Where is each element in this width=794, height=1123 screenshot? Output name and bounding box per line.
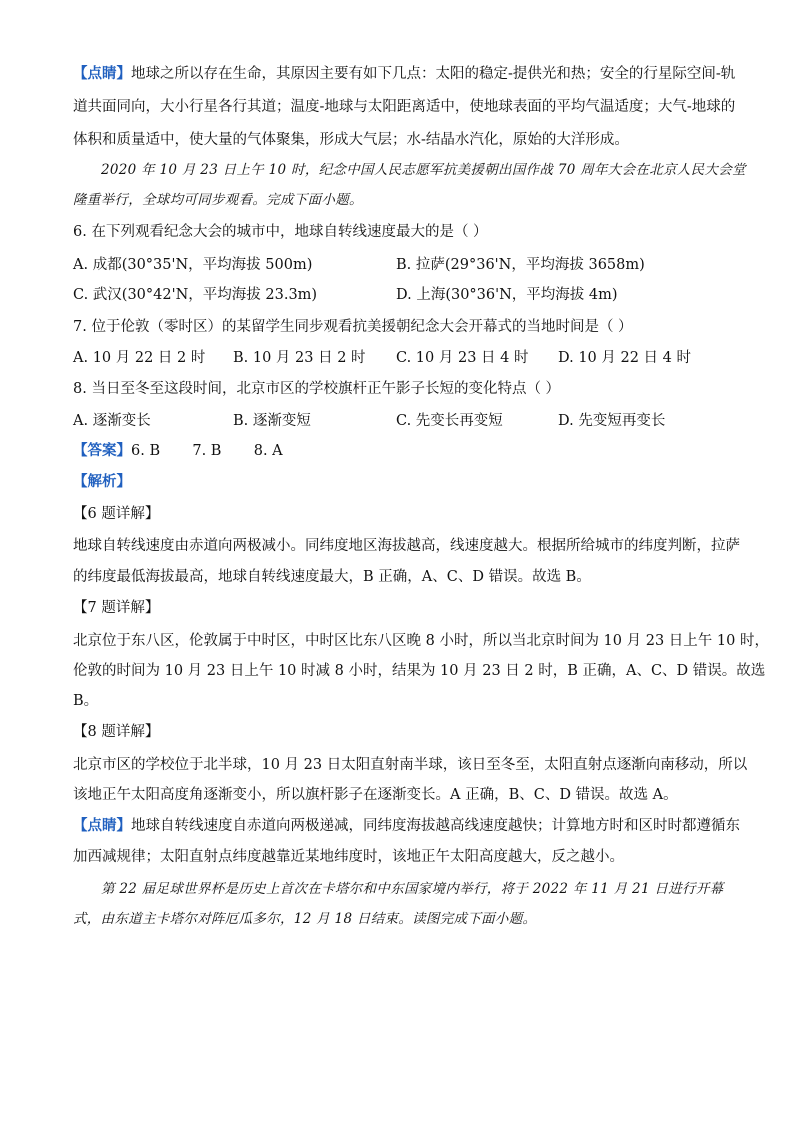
question-6: 6. 在下列观看纪念大会的城市中，地球自转线速度最大的是（ ） [73,224,488,240]
detail-6-title: 【6 题详解】 [73,506,160,522]
dianjing-1-line-3: 体积和质量适中，使大量的气体聚集，形成大气层；水-结晶水汽化，原始的大洋形成。 [73,132,629,148]
q8-option-b: B. 逐渐变短 [233,413,311,429]
q6-option-a: A. 成都(30°35'N，平均海拔 500m) [73,257,313,273]
dianjing-1-line-1 [73,64,735,84]
dianjing-tag-2: 【点睛】 [73,817,131,834]
answer-text: 6. B 7. B 8. A [131,443,283,459]
q7-option-b: B. 10 月 23 日 2 时 [233,350,366,366]
answer-line [73,441,283,461]
dianjing-2-text: 地球自转线速度自赤道向两极递减，同纬度海拔越高线速度越快；计算地方时和区时时都遵循东 [131,818,740,834]
dianjing-tag: 【点睛】 [73,65,131,82]
detail-6-line-2: 的纬度最低海拔最高，地球自转线速度最大，B 正确，A、C、D 错误。故选 B。 [73,569,591,585]
q6-option-c: C. 武汉(30°42'N，平均海拔 23.3m) [73,287,318,303]
detail-6-line-1: 地球自转线速度由赤道向两极减小。同纬度地区海拔越高，线速度越大。根据所给城市的纬度判断，拉萨 [73,538,740,554]
detail-7-line-1: 北京位于东八区，伦敦属于中时区，中时区比东八区晚 8 小时，所以当北京时间为 10 月 23 日上午 10 时， [73,633,769,649]
stem-1-line-1: 2020 年 10 月 23 日上午 10 时，纪念中国人民志愿军抗美援朝出国作战 70 周年大会在北京人民大会堂 [101,162,746,178]
q7-option-a: A. 10 月 22 日 2 时 [73,350,206,366]
dianjing-text: 地球之所以存在生命，其原因主要有如下几点：太阳的稳定-提供光和热；安全的行星际空间-轨 [131,66,736,82]
q8-option-c: C. 先变长再变短 [396,413,503,429]
detail-8-line-2: 该地正午太阳高度角逐渐变小，所以旗杆影子在逐渐变长。A 正确，B、C、D 错误。故选 A。 [73,787,678,803]
answer-tag: 【答案】 [73,442,131,459]
detail-7-line-3: B。 [73,693,99,709]
question-8: 8. 当日至冬至这段时间，北京市区的学校旗杆正午影子长短的变化特点（ ） [73,381,561,397]
dianjing-2-line-1 [73,816,740,836]
q7-option-d: D. 10 月 22 日 4 时 [558,350,691,366]
question-7: 7. 位于伦敦（零时区）的某留学生同步观看抗美援朝纪念大会开幕式的当地时间是（ ） [73,319,633,335]
dianjing-2-line-2: 加西减规律；太阳直射点纬度越靠近某地纬度时，该地正午太阳高度越大，反之越小。 [73,849,624,865]
detail-7-title: 【7 题详解】 [73,600,160,616]
detail-7-line-2: 伦敦的时间为 10 月 23 日上午 10 时减 8 小时，结果为 10 月 23 日 2 时，B 正确，A、C、D 错误。故选 [73,663,766,679]
stem-1-line-2: 隆重举行，全球均可同步观看。完成下面小题。 [73,192,363,208]
stem-2-line-1: 第 22 届足球世界杯是历史上首次在卡塔尔和中东国家境内举行，将于 2022 年 11 月 21 日进行开幕 [101,881,724,897]
dianjing-1-line-2: 道共面同向，大小行星各行其道；温度-地球与太阳距离适中，使地球表面的平均气温适度；大气-地球的 [73,99,736,115]
q6-option-b: B. 拉萨(29°36'N，平均海拔 3658m) [396,257,645,273]
q6-option-d: D. 上海(30°36'N，平均海拔 4m) [396,287,618,303]
detail-8-title: 【8 题详解】 [73,724,160,740]
analysis-heading: 【解析】 [73,473,131,490]
stem-2-line-2: 式，由东道主卡塔尔对阵厄瓜多尔，12 月 18 日结束。读图完成下面小题。 [73,911,537,927]
detail-8-line-1: 北京市区的学校位于北半球，10 月 23 日太阳直射南半球，该日至冬至，太阳直射点逐渐向南移动，所以 [73,757,748,773]
q7-option-c: C. 10 月 23 日 4 时 [396,350,529,366]
q8-option-d: D. 先变短再变长 [558,413,666,429]
q8-option-a: A. 逐渐变长 [73,413,151,429]
